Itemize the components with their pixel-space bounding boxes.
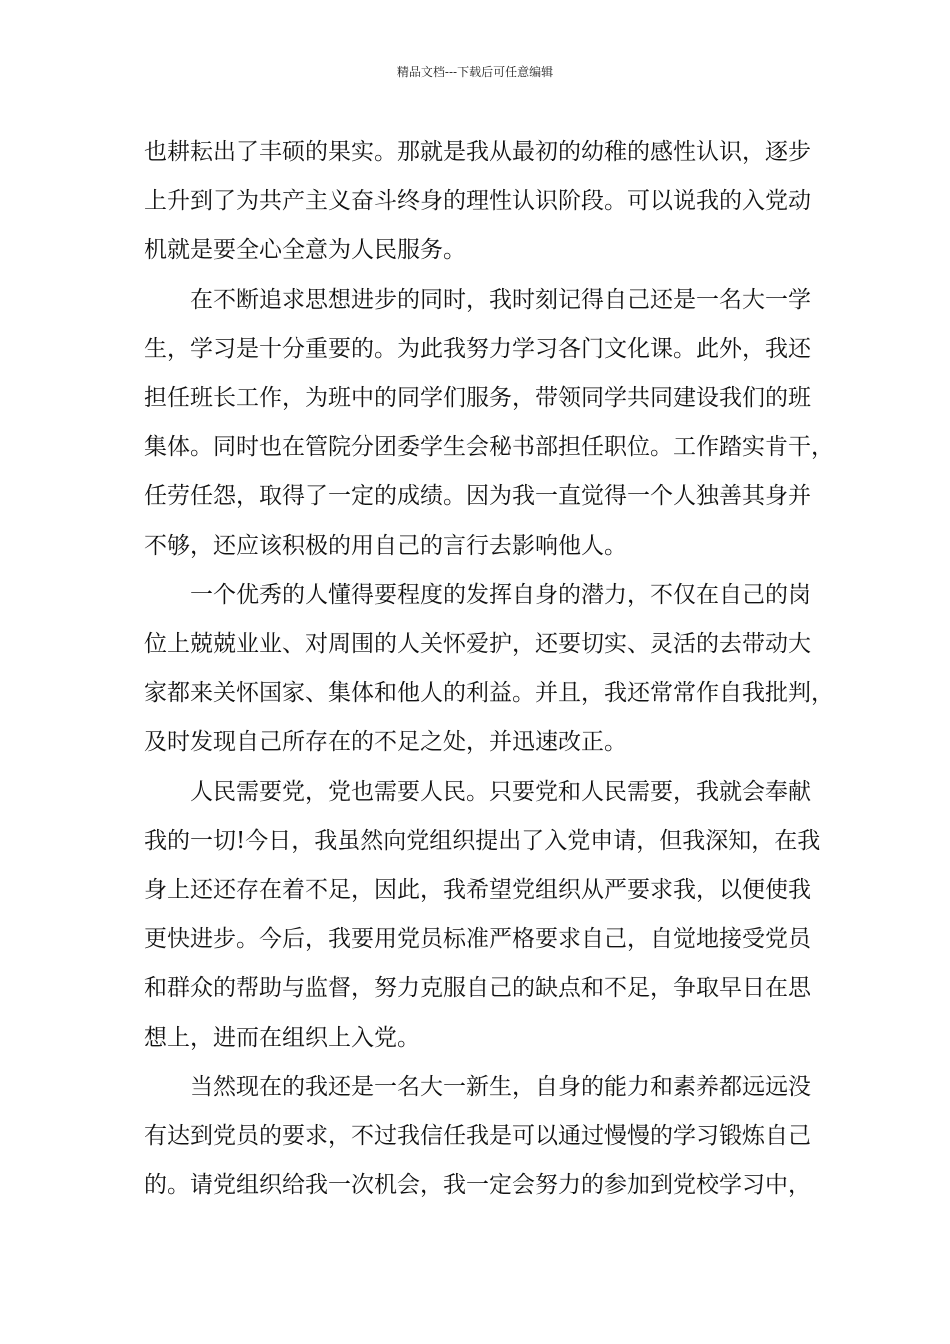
paragraph-line: 担任班长工作，为班中的同学们服务，带领同学共同建设我们的班 <box>144 385 811 412</box>
paragraph-1 <box>144 128 824 276</box>
paragraph-line: 位上兢兢业业、对周围的人关怀爱护，还要切实、灵活的去带动大 <box>144 631 811 658</box>
paragraph-line: 的。请党组织给我一次机会，我一定会努力的参加到党校学习中， <box>144 1172 811 1199</box>
paragraph-line: 也耕耘出了丰硕的果实。那就是我从最初的幼稚的感性认识，逐步 <box>144 139 811 165</box>
paragraph-line: 生，学习是十分重要的。为此我努力学习各门文化课。此外，我还 <box>144 335 811 362</box>
paragraph-line: 当然现在的我还是一名大一新生，自身的能力和素养都远远没 <box>190 1073 811 1100</box>
paragraph-line: 上升到了为共产主义奋斗终身的理性认识阶段。可以说我的入党动 <box>144 188 811 215</box>
paragraph-line: 集体。同时也在管院分团委学生会秘书部担任职位。工作踏实肯干， <box>144 434 834 461</box>
paragraph-line: 身上还还存在着不足，因此，我希望党组织从严要求我，以便使我 <box>144 877 811 904</box>
page-header: 精品文档---下载后可任意编辑 <box>396 65 554 79</box>
paragraph-line: 想上，进而在组织上入党。 <box>144 1024 420 1051</box>
paragraph-line: 家都来关怀国家、集体和他人的利益。并且，我还常常作自我批判， <box>144 680 834 707</box>
paragraph-line: 不够，还应该积极的用自己的言行去影响他人。 <box>144 532 627 559</box>
paragraph-line: 在不断追求思想进步的同时，我时刻记得自己还是一名大一学 <box>190 286 811 313</box>
paragraph-line: 任劳任怨，取得了一定的成绩。因为我一直觉得一个人独善其身并 <box>144 483 811 510</box>
paragraph-line: 我的一切!今日，我虽然向党组织提出了入党申请，但我深知，在我 <box>144 827 821 854</box>
paragraph-5 <box>144 1063 824 1211</box>
paragraph-4 <box>144 768 824 1063</box>
paragraph-line: 一个优秀的人懂得要程度的发挥自身的潜力，不仅在自己的岗 <box>190 581 811 608</box>
paragraph-3 <box>144 571 834 768</box>
document-body <box>144 128 834 1210</box>
paragraph-2 <box>144 276 834 571</box>
paragraph-line: 和群众的帮助与监督，努力克服自己的缺点和不足，争取早日在思 <box>144 975 811 1002</box>
paragraph-line: 机就是要全心全意为人民服务。 <box>144 237 466 264</box>
paragraph-line: 及时发现自己所存在的不足之处，并迅速改正。 <box>144 729 627 756</box>
paragraph-line: 有达到党员的要求，不过我信任我是可以通过慢慢的学习锻炼自己 <box>144 1123 811 1150</box>
paragraph-line: 人民需要党，党也需要人民。只要党和人民需要，我就会奉献 <box>190 778 811 805</box>
paragraph-line: 更快进步。今后，我要用党员标准严格要求自己，自觉地接受党员 <box>144 926 811 953</box>
